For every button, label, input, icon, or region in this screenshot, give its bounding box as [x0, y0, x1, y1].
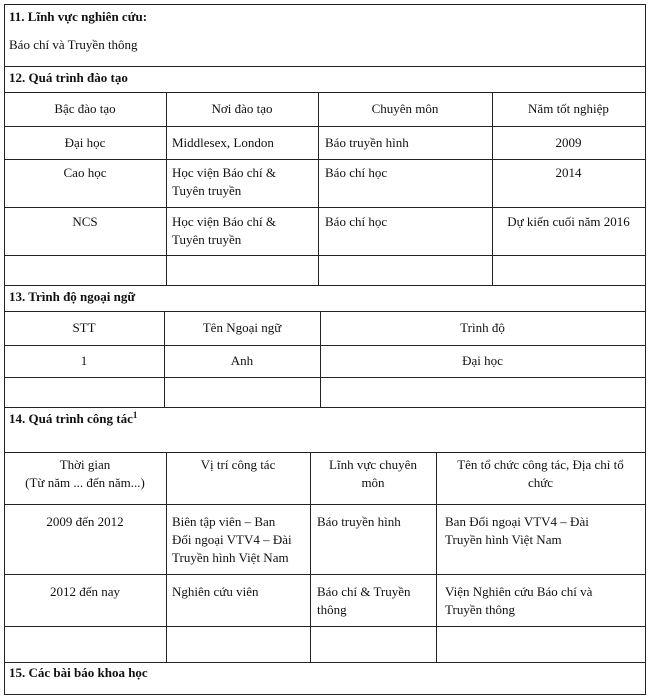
- header-position: Vị trí công tác: [200, 457, 276, 472]
- row-divider: [4, 285, 646, 286]
- cell-major: Báo chí học: [325, 214, 388, 229]
- cell-institution-line2: Tuyên truyền: [172, 183, 242, 198]
- cell-position-line3: Truyền hình Việt Nam: [172, 550, 289, 565]
- row-divider: [4, 574, 646, 575]
- cell-position-line1: Biên tập viên – Ban: [172, 514, 276, 529]
- cell-institution-line1: Học viện Báo chí &: [172, 214, 276, 229]
- row-divider: [4, 345, 646, 346]
- section-13-title: 13. Trình độ ngoại ngữ: [9, 289, 136, 304]
- header-institution: Nơi đào tạo: [211, 101, 273, 116]
- row-divider: [4, 407, 646, 408]
- row-divider: [4, 207, 646, 208]
- divider: [4, 66, 646, 67]
- cell-org-line2: Truyền hình Việt Nam: [445, 532, 562, 547]
- header-level: Bậc đào tạo: [54, 101, 116, 116]
- section-14-title: [9, 410, 137, 428]
- cell-institution-line2: Tuyên truyền: [172, 232, 242, 247]
- cell-grad-year: 2009: [555, 135, 582, 150]
- cell-grad-year: Dự kiến cuối năm 2016: [507, 214, 630, 229]
- row-divider: [4, 126, 646, 127]
- col-divider: [492, 92, 493, 285]
- cell-org-line1: Viện Nghiên cứu Báo chí và: [445, 584, 593, 599]
- footnote-marker: 1: [132, 410, 138, 420]
- header-field-line1: Lĩnh vực chuyên: [329, 457, 417, 472]
- cell-org-line1: Ban Đối ngoại VTV4 – Đài: [445, 514, 589, 529]
- cell-major: Báo chí học: [325, 165, 388, 180]
- section-15-title: 15. Các bài báo khoa học: [9, 665, 148, 680]
- divider: [4, 452, 646, 453]
- header-org-line2: chức: [527, 475, 554, 490]
- cell-field: Báo truyền hình: [317, 514, 401, 529]
- header-language: Tên Ngoại ngữ: [202, 320, 282, 335]
- header-time-line2: (Từ năm ... đến năm...): [25, 475, 145, 490]
- row-divider: [4, 626, 646, 627]
- row-divider: [4, 377, 646, 378]
- divider: [4, 92, 646, 93]
- cell-position: Nghiên cứu viên: [172, 584, 259, 599]
- cell-field-line1: Báo chí & Truyền: [317, 584, 411, 599]
- cell-institution: Middlesex, London: [172, 135, 274, 150]
- header-major: Chuyên môn: [371, 101, 439, 116]
- cell-time: 2012 đến nay: [49, 584, 121, 599]
- col-divider: [166, 92, 167, 285]
- section-12-title: 12. Quá trình đào tạo: [9, 70, 128, 85]
- cell-field-line2: thông: [317, 602, 347, 617]
- cell-level: Cao học: [63, 165, 107, 180]
- research-field-value: Báo chí và Truyền thông: [9, 37, 138, 52]
- cell-level: NCS: [72, 214, 98, 229]
- row-divider: [4, 662, 646, 663]
- cell-level: Đại học: [64, 135, 106, 150]
- col-divider: [166, 452, 167, 662]
- cell-grad-year: 2014: [555, 165, 582, 180]
- cell-stt: 1: [80, 353, 88, 368]
- header-grad-year: Năm tốt nghiệp: [528, 101, 609, 116]
- cell-time: 2009 đến 2012: [46, 514, 124, 529]
- header-proficiency: Trình độ: [460, 320, 505, 335]
- col-divider: [318, 92, 319, 285]
- cell-proficiency: Đại học: [462, 353, 503, 368]
- row-divider: [4, 504, 646, 505]
- header-time-line1: Thời gian: [59, 457, 111, 472]
- cell-position-line2: Đối ngoại VTV4 – Đài: [172, 532, 292, 547]
- row-divider: [4, 255, 646, 256]
- header-org-line1: Tên tổ chức công tác, Địa chỉ tổ: [457, 457, 624, 472]
- cell-org-line2: Truyền thông: [445, 602, 515, 617]
- cell-institution-line1: Học viện Báo chí &: [172, 165, 276, 180]
- header-stt: STT: [72, 320, 96, 335]
- cell-language: Anh: [230, 353, 254, 368]
- header-field-line2: môn: [361, 475, 385, 490]
- cell-major: Báo truyền hình: [325, 135, 409, 150]
- row-divider: [4, 159, 646, 160]
- section-14-title-text: 14. Quá trình công tác: [9, 411, 133, 426]
- divider: [4, 311, 646, 312]
- section-11-title: 11. Lĩnh vực nghiên cứu:: [9, 9, 148, 24]
